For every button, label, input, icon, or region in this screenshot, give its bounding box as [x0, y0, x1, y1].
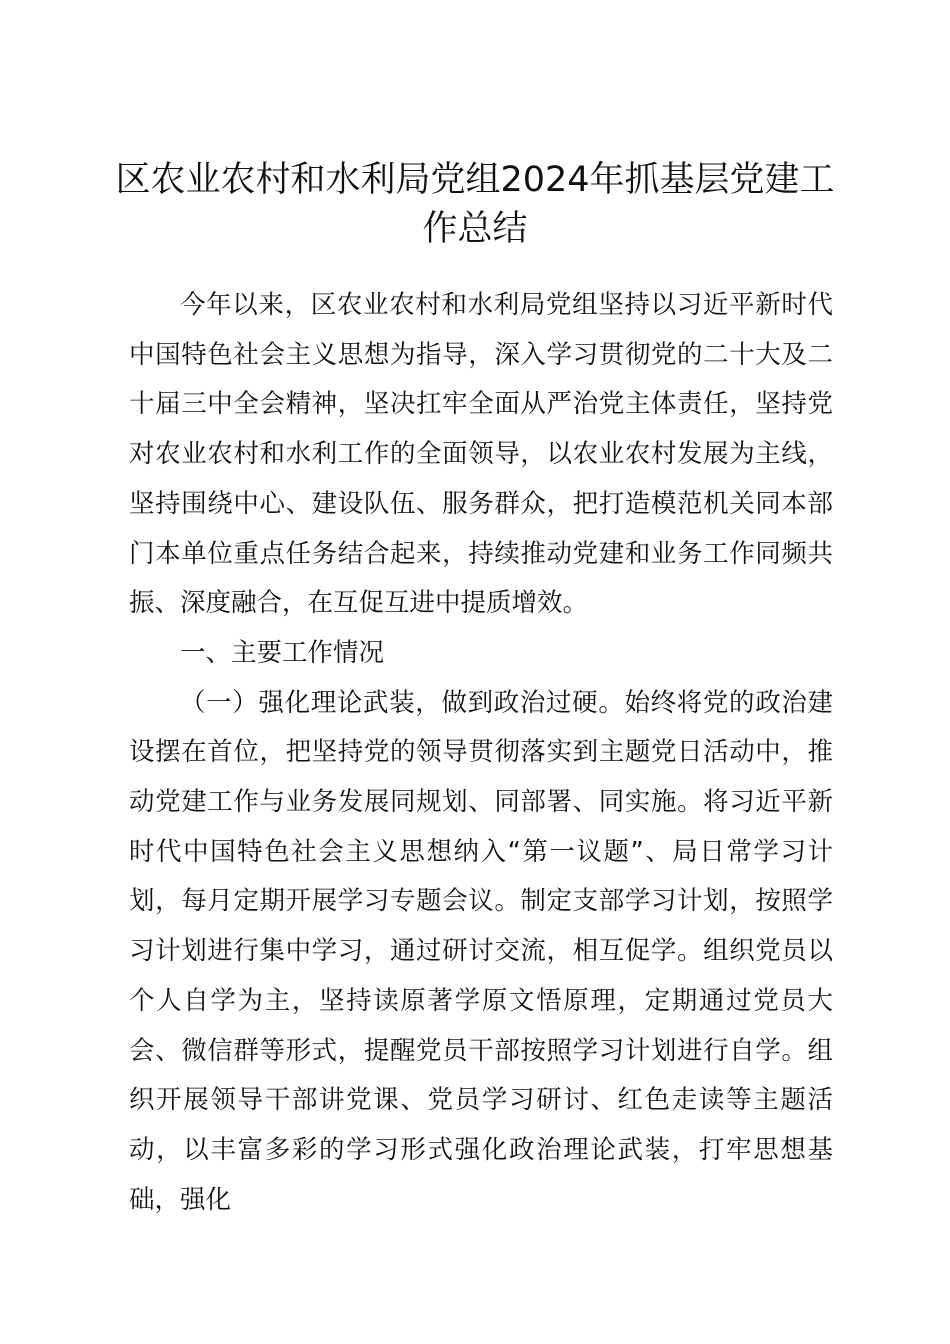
- section-heading: 一、主要工作情况: [180, 637, 385, 668]
- intro-paragraph: 今年以来，区农业农村和水利局党组坚持以习近平新时代中国特色社会主义思想为指导，深入学习贯彻党的二十大及二十届三中全会精神，坚决扛牢全面从严治党主体责任，坚持党对农业农村和水利工作的全面领导，以农业农村发展为主线，坚持围绕中心、建设队伍、服务群众，把打造模范机关同本部门本单位重点任务结合起来，持续推动党建和业务工作同频共振、深度融合，在互促互进中提质增效。: [129, 290, 833, 619]
- document-title: 区农业农村和水利局党组2024年抓基层党建工作总结: [115, 160, 835, 249]
- body-paragraph: （一）强化理论武装，做到政治过硬。始终将党的政治建设摆在首位，把坚持党的领导贯彻落实到主题党日活动中，推动党建工作与业务发展同规划、同部署、同实施。将习近平新时代中国特色社会主义思想纳入“第一议题”、局日常学习计划，每月定期开展学习专题会议。制定支部学习计划，按照学习计划进行集中学习，通过研讨交流，相互促学。组织党员以个人自学为主，坚持读原著学原文悟原理，定期通过党员大会、微信群等形式，提醒党员干部按照学习计划进行自学。组织开展领导干部讲党课、党员学习研讨、红色走读等主题活动，以丰富多彩的学习形式强化政治理论武装，打牢思想基础，强化: [129, 687, 833, 1215]
- document-body: [129, 281, 833, 1225]
